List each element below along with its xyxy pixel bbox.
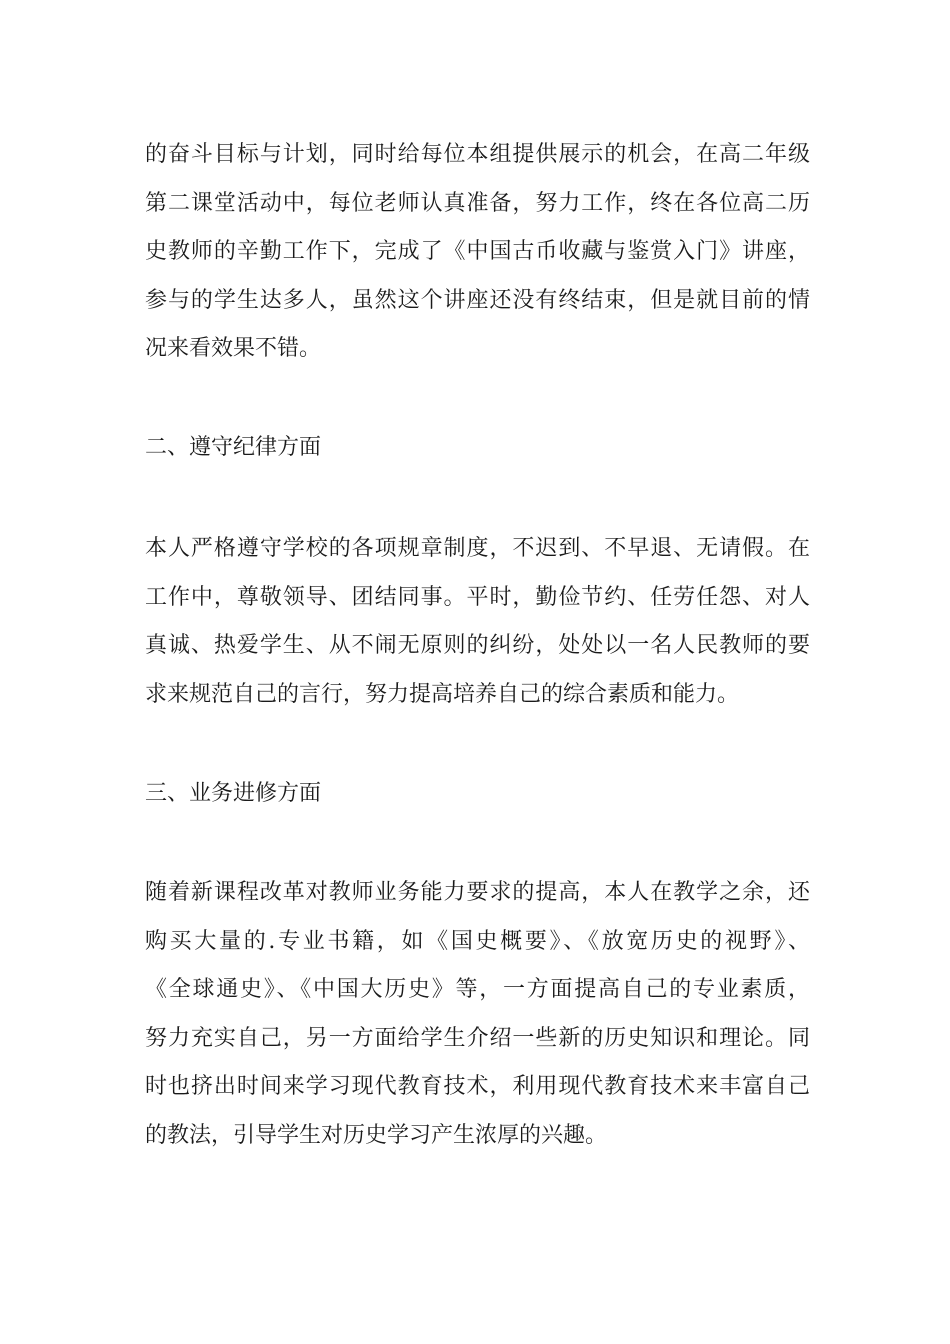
- paragraph-line: 购买大量的.专业书籍，如《国史概要》、《放宽历史的视野》、: [145, 928, 810, 954]
- paragraph-line: 史教师的辛勤工作下，完成了《中国古币收藏与鉴赏入门》讲座，: [145, 239, 810, 265]
- paragraph-line: 工作中，尊敬领导、团结同事。平时，勤俭节约、任劳任怨、对人: [145, 584, 810, 610]
- paragraph-discipline: [145, 525, 810, 719]
- paragraph-professional-study: [145, 869, 810, 1161]
- paragraph-line: 求来规范自己的言行，努力提高培养自己的综合素质和能力。: [145, 681, 740, 707]
- paragraph-line: 的教法，引导学生对历史学习产生浓厚的兴趣。: [145, 1122, 608, 1148]
- paragraph-plan: [145, 131, 810, 374]
- section-heading-professional-study: 三、业务进修方面: [145, 781, 322, 806]
- paragraph-line: 随着新课程改革对教师业务能力要求的提高，本人在教学之余，还: [145, 880, 810, 905]
- paragraph-line: 真诚、热爱学生、从不闹无原则的纠纷，处处以一名人民教师的要: [145, 633, 810, 659]
- paragraph-line: 《全球通史》、《中国大历史》等，一方面提高自己的专业素质，: [145, 977, 810, 1003]
- paragraph-line: 况来看效果不错。: [145, 336, 322, 362]
- paragraph-line: 努力充实自己，另一方面给学生介绍一些新的历史知识和理论。同: [145, 1025, 810, 1051]
- section-heading-discipline: 二、遵守纪律方面: [145, 435, 322, 460]
- paragraph-line: 本人严格遵守学校的各项规章制度，不迟到、不早退、无请假。在: [145, 536, 810, 561]
- paragraph-line: 参与的学生达多人，虽然这个讲座还没有终结束，但是就目前的情: [145, 287, 810, 313]
- paragraph-line: 第二课堂活动中，每位老师认真准备，努力工作，终在各位高二历: [145, 190, 810, 216]
- paragraph-line: 时也挤出时间来学习现代教育技术，利用现代教育技术来丰富自己: [145, 1074, 810, 1100]
- paragraph-line: 的奋斗目标与计划，同时给每位本组提供展示的机会，在高二年级: [145, 142, 810, 167]
